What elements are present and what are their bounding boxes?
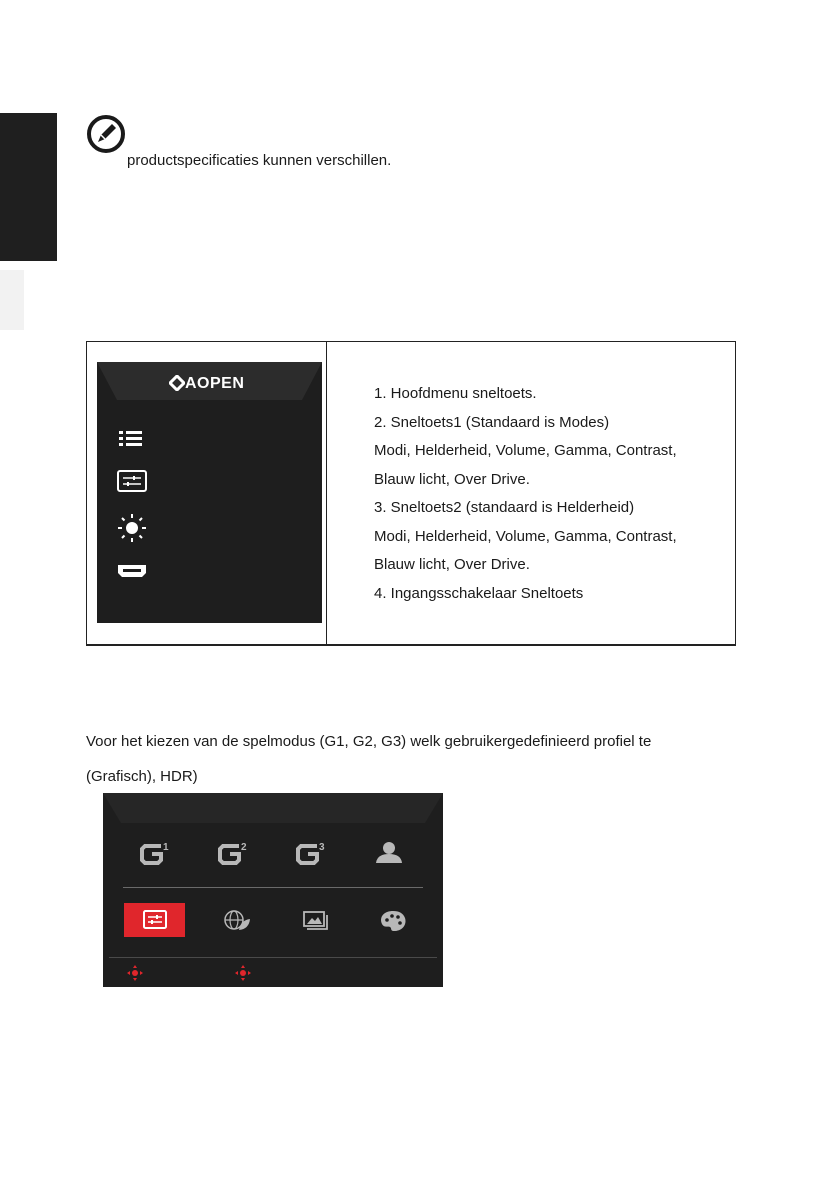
note-text: productspecificaties kunnen verschillen. <box>127 152 392 169</box>
language-tab-shadow <box>0 270 24 330</box>
g1-game-mode-icon[interactable] <box>135 833 175 873</box>
user-profile-icon[interactable] <box>369 833 409 873</box>
shortcut-item: Blauw licht, Over Drive. <box>374 556 530 573</box>
shortcut-description-list <box>374 380 677 608</box>
eco-globe-leaf-icon[interactable] <box>217 900 257 940</box>
language-tab <box>0 113 57 261</box>
menu-list-icon[interactable] <box>115 424 149 454</box>
brightness-sun-icon[interactable] <box>115 513 149 543</box>
shortcut-item: Modi, Helderheid, Volume, Gamma, Contrast, <box>374 527 677 545</box>
mode-intro-line-2: (Grafisch), HDR) <box>86 768 198 785</box>
pencil-note-icon <box>86 114 126 154</box>
svg-text:2: 2 <box>241 842 247 853</box>
osd-shortcut-panel <box>97 362 322 623</box>
mode-row-separator <box>123 887 423 888</box>
shortcut-item: Modi, Helderheid, Volume, Gamma, Contrast, <box>374 442 677 459</box>
svg-text:3: 3 <box>319 842 325 853</box>
g3-game-mode-icon[interactable] <box>291 833 331 873</box>
shortcut-item: 3. Sneltoets2 (standaard is Helderheid) <box>374 499 635 516</box>
mode-sliders-icon[interactable] <box>115 466 149 496</box>
svg-text:1: 1 <box>163 842 169 853</box>
table-divider <box>326 342 327 644</box>
shortcut-item: 4. Ingangsschakelaar Sneltoets <box>374 584 584 602</box>
shortcut-table <box>86 341 736 646</box>
aopen-logo-icon <box>169 375 185 391</box>
mode-selection-panel <box>103 793 443 987</box>
shortcut-item: Blauw licht, Over Drive. <box>374 470 530 488</box>
mode-footer-divider <box>109 957 437 958</box>
navigate-icon <box>235 965 251 981</box>
graphic-mode-icon[interactable] <box>295 900 335 940</box>
aopen-logo-text: AOPEN <box>185 375 245 392</box>
shortcut-item: 2. Sneltoets1 (Standaard is Modes) <box>374 413 610 431</box>
g2-game-mode-icon[interactable] <box>213 833 253 873</box>
standard-mode-icon[interactable] <box>135 900 175 940</box>
shortcut-item: 1. Hoofdmenu sneltoets. <box>374 385 537 402</box>
navigate-icon <box>127 965 143 981</box>
palette-icon[interactable] <box>373 900 413 940</box>
hdmi-input-icon[interactable] <box>115 556 149 586</box>
mode-intro-line-1: Voor het kiezen van de spelmodus (G1, G2, G3) welk gebruikergedefinieerd profiel te <box>86 733 652 750</box>
mode-panel-header <box>103 793 443 823</box>
